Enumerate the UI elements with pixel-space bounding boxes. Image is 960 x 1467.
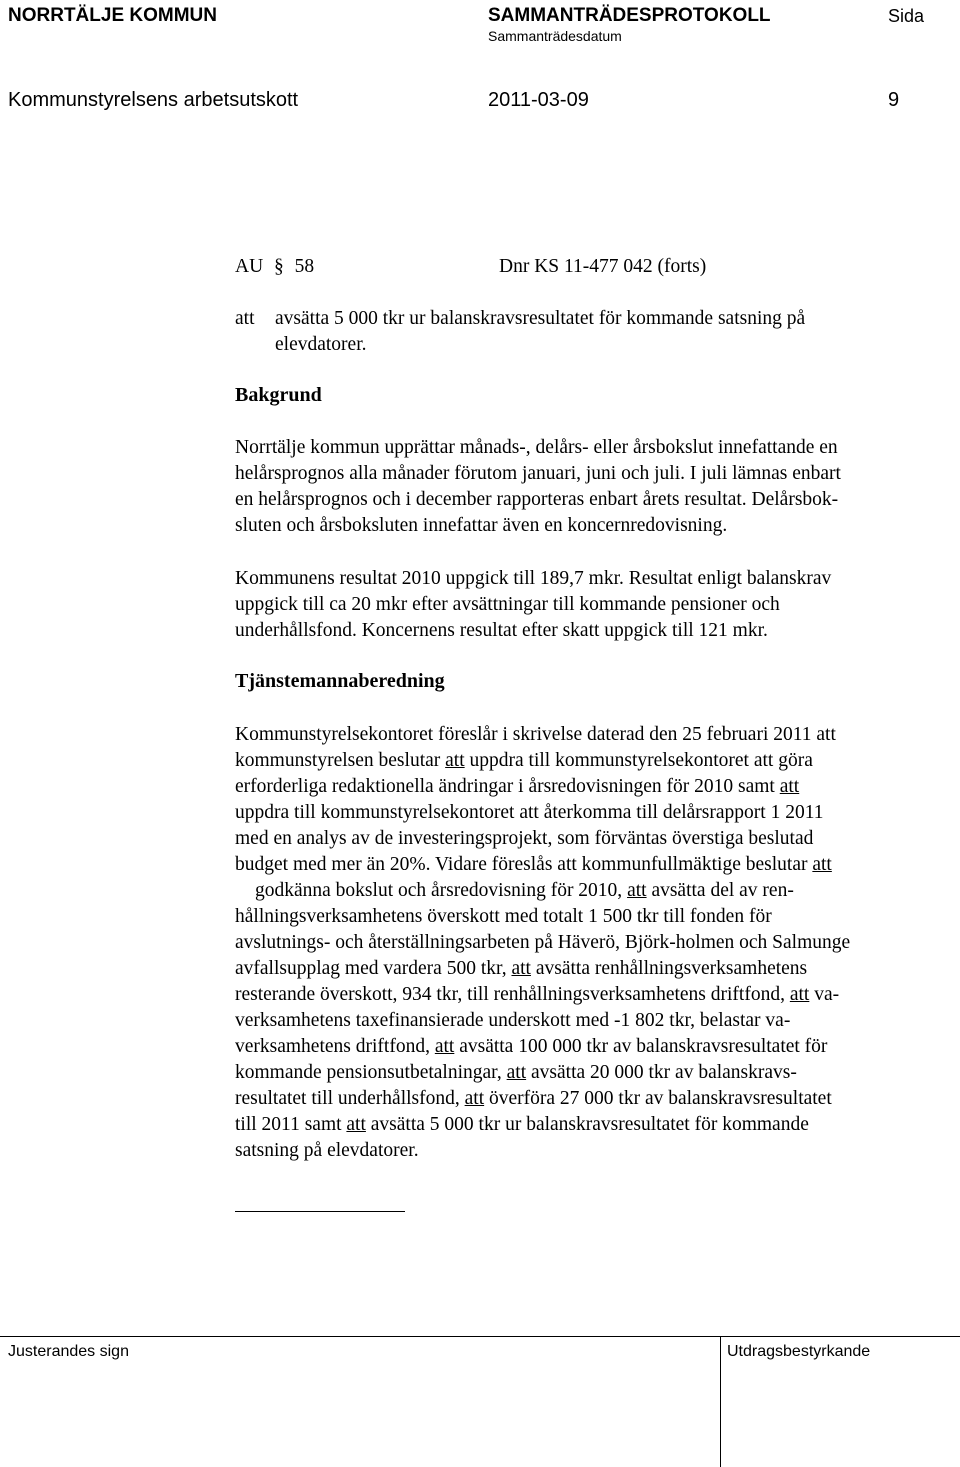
intro-line: elevdatorer.	[275, 334, 367, 355]
bakgrund-paragraph-1	[235, 435, 950, 539]
au-number: 58	[294, 256, 315, 277]
text-line: avslutnings- och återställningsarbeten på Häverö, Björk-holmen och Salmunge	[235, 932, 851, 953]
text-line: kommunstyrelsen beslutar att uppdra till kommunstyrelsekontoret att göra	[235, 750, 813, 771]
org-name: NORRTÄLJE KOMMUN	[8, 5, 217, 26]
text-line: erforderliga redaktionella ändringar i årsredovisningen för 2010 samt att	[235, 776, 800, 797]
text-line: verksamhetens taxefinansierade underskott med -1 802 tkr, belastar va-	[235, 1010, 791, 1031]
separator-line	[235, 1211, 405, 1212]
intro-att: att	[235, 308, 255, 329]
text-line: avfallsupplag med vardera 500 tkr, att avsätta renhållningsverksamhetens	[235, 958, 808, 979]
meeting-date: 2011-03-09	[488, 89, 589, 111]
text-line: Kommunens resultat 2010 uppgick till 189,7 mkr. Resultat enligt balanskrav	[235, 568, 832, 589]
text-line: satsning på elevdatorer.	[235, 1140, 419, 1161]
page-number: 9	[888, 89, 900, 111]
text-line: resultatet till underhållsfond, att överföra 27 000 tkr av balanskravsresultatet	[235, 1088, 832, 1109]
text-line: underhållsfond. Koncernens resultat efter skatt uppgick till 121 mkr.	[235, 620, 768, 641]
footer-utdragsbestyrkande: Utdragsbestyrkande	[727, 1343, 871, 1360]
beredning-paragraph	[235, 722, 950, 1164]
doc-type: SAMMANTRÄDESPROTOKOLL	[488, 5, 771, 26]
footer-rule	[0, 1336, 960, 1337]
heading-bakgrund: Bakgrund	[235, 384, 322, 406]
footer-divider	[720, 1336, 721, 1467]
heading-tjanstemannaberedning: Tjänstemannaberedning	[235, 670, 445, 692]
text-line: Kommunstyrelsekontoret föreslår i skrivelse daterad den 25 februari 2011 att	[235, 724, 836, 745]
text-line: godkänna bokslut och årsredovisning för 2010, att avsätta del av ren-	[255, 880, 794, 901]
au-label: AU	[235, 256, 264, 277]
text-line: hållningsverksamhetens överskott med totalt 1 500 tkr till fonden för	[235, 906, 772, 927]
page-label: Sida	[888, 6, 925, 26]
date-label: Sammanträdesdatum	[488, 28, 622, 44]
text-line: helårsprognos alla månader förutom januari, juni och juli. I juli lämnas enbart	[235, 463, 841, 484]
text-line: med en analys av de investeringsprojekt, som förväntas överstiga beslutad	[235, 828, 814, 849]
footer-justerandes-sign: Justerandes sign	[8, 1343, 129, 1360]
intro-text	[275, 306, 950, 358]
text-line: kommande pensionsutbetalningar, att avsätta 20 000 tkr av balanskravs-	[235, 1062, 797, 1083]
dnr: Dnr KS 11-477 042 (forts)	[499, 256, 707, 277]
text-line: uppdra till kommunstyrelsekontoret att återkomma till delårsrapport 1 2011	[235, 802, 824, 823]
text-line: budget med mer än 20%. Vidare föreslås att kommunfullmäktige beslutar att	[235, 854, 832, 875]
text-line: en helårsprognos och i december rapporteras enbart årets resultat. Delårsbok-	[235, 489, 839, 510]
section-sign: §	[274, 256, 284, 277]
intro-line: avsätta 5 000 tkr ur balanskravsresultatet för kommande satsning på	[275, 308, 806, 329]
committee-name: Kommunstyrelsens arbetsutskott	[8, 89, 299, 111]
text-line: sluten och årsboksluten innefattar även en koncernredovisning.	[235, 515, 728, 536]
bakgrund-paragraph-2	[235, 566, 950, 644]
text-line: resterande överskott, 934 tkr, till renhållningsverksamhetens driftfond, att va-	[235, 984, 840, 1005]
text-line: uppgick till ca 20 mkr efter avsättningar till kommande pensioner och	[235, 594, 780, 615]
text-line: verksamhetens driftfond, att avsätta 100 000 tkr av balanskravsresultatet för	[235, 1036, 828, 1057]
text-line: till 2011 samt att avsätta 5 000 tkr ur balanskravsresultatet för kommande	[235, 1114, 809, 1135]
text-line: Norrtälje kommun upprättar månads-, delårs- eller årsbokslut innefattande en	[235, 437, 838, 458]
